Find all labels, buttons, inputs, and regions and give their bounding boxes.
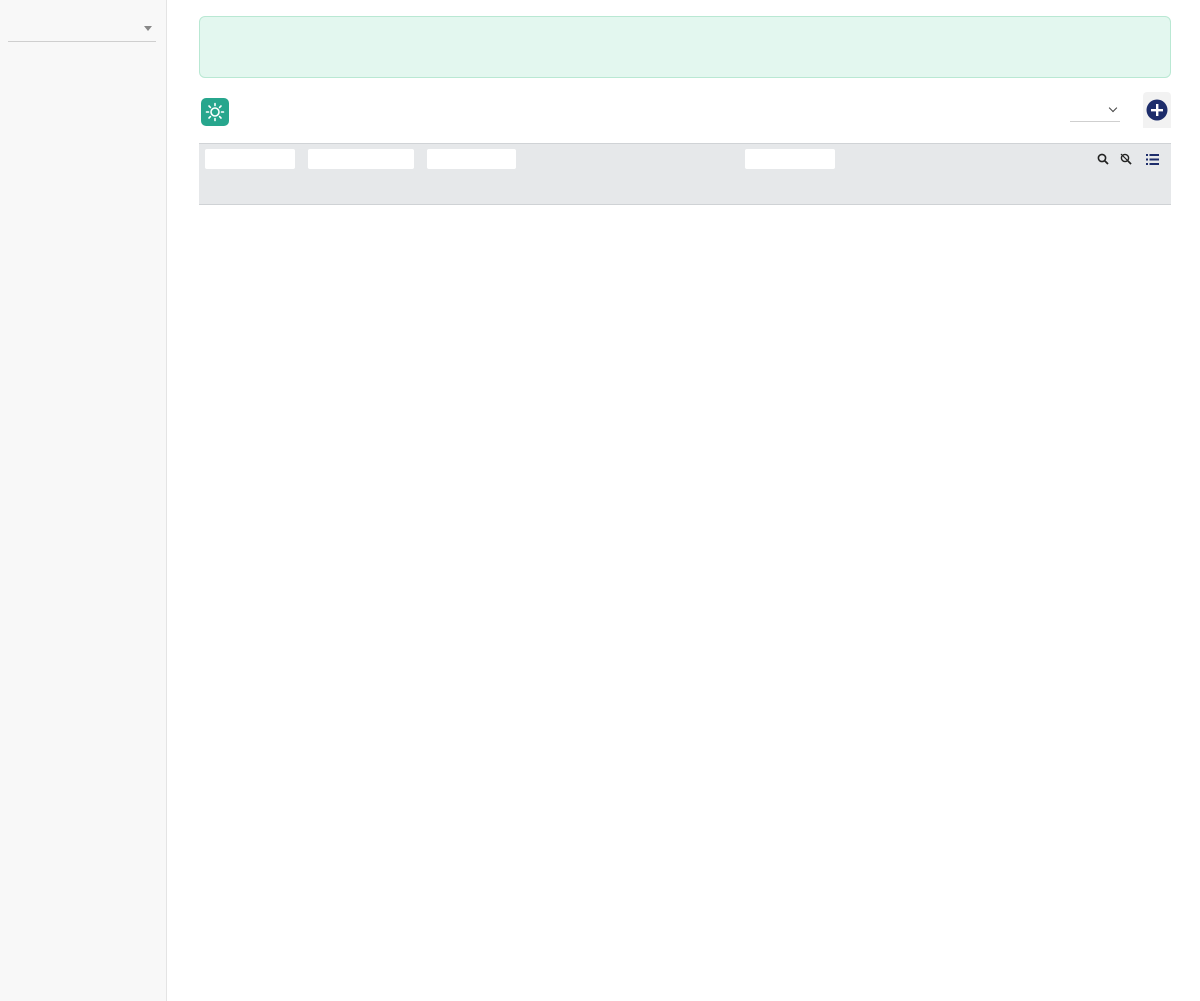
filter-row [199, 143, 1171, 175]
sidebar-search-select[interactable] [8, 14, 156, 42]
top-menu [199, 16, 1171, 78]
table-header [199, 175, 1171, 205]
filter-ref-input[interactable] [205, 149, 295, 169]
data-table [199, 143, 1171, 205]
caret-down-icon[interactable] [144, 26, 152, 31]
search-icon[interactable] [1096, 152, 1110, 166]
chevron-down-icon [1109, 104, 1117, 112]
clear-search-icon[interactable] [1119, 152, 1133, 166]
filter-name-input[interactable] [308, 149, 414, 169]
list-options-icon[interactable] [1145, 152, 1159, 166]
filter-specialite-input[interactable] [427, 149, 516, 169]
sun-icon [201, 98, 229, 126]
sidebar [0, 0, 167, 1001]
page-title [238, 104, 241, 120]
add-button[interactable] [1143, 92, 1171, 128]
plus-circle-icon [1146, 99, 1168, 121]
per-page-select[interactable] [1070, 98, 1120, 122]
filter-zone-input[interactable] [745, 149, 835, 169]
